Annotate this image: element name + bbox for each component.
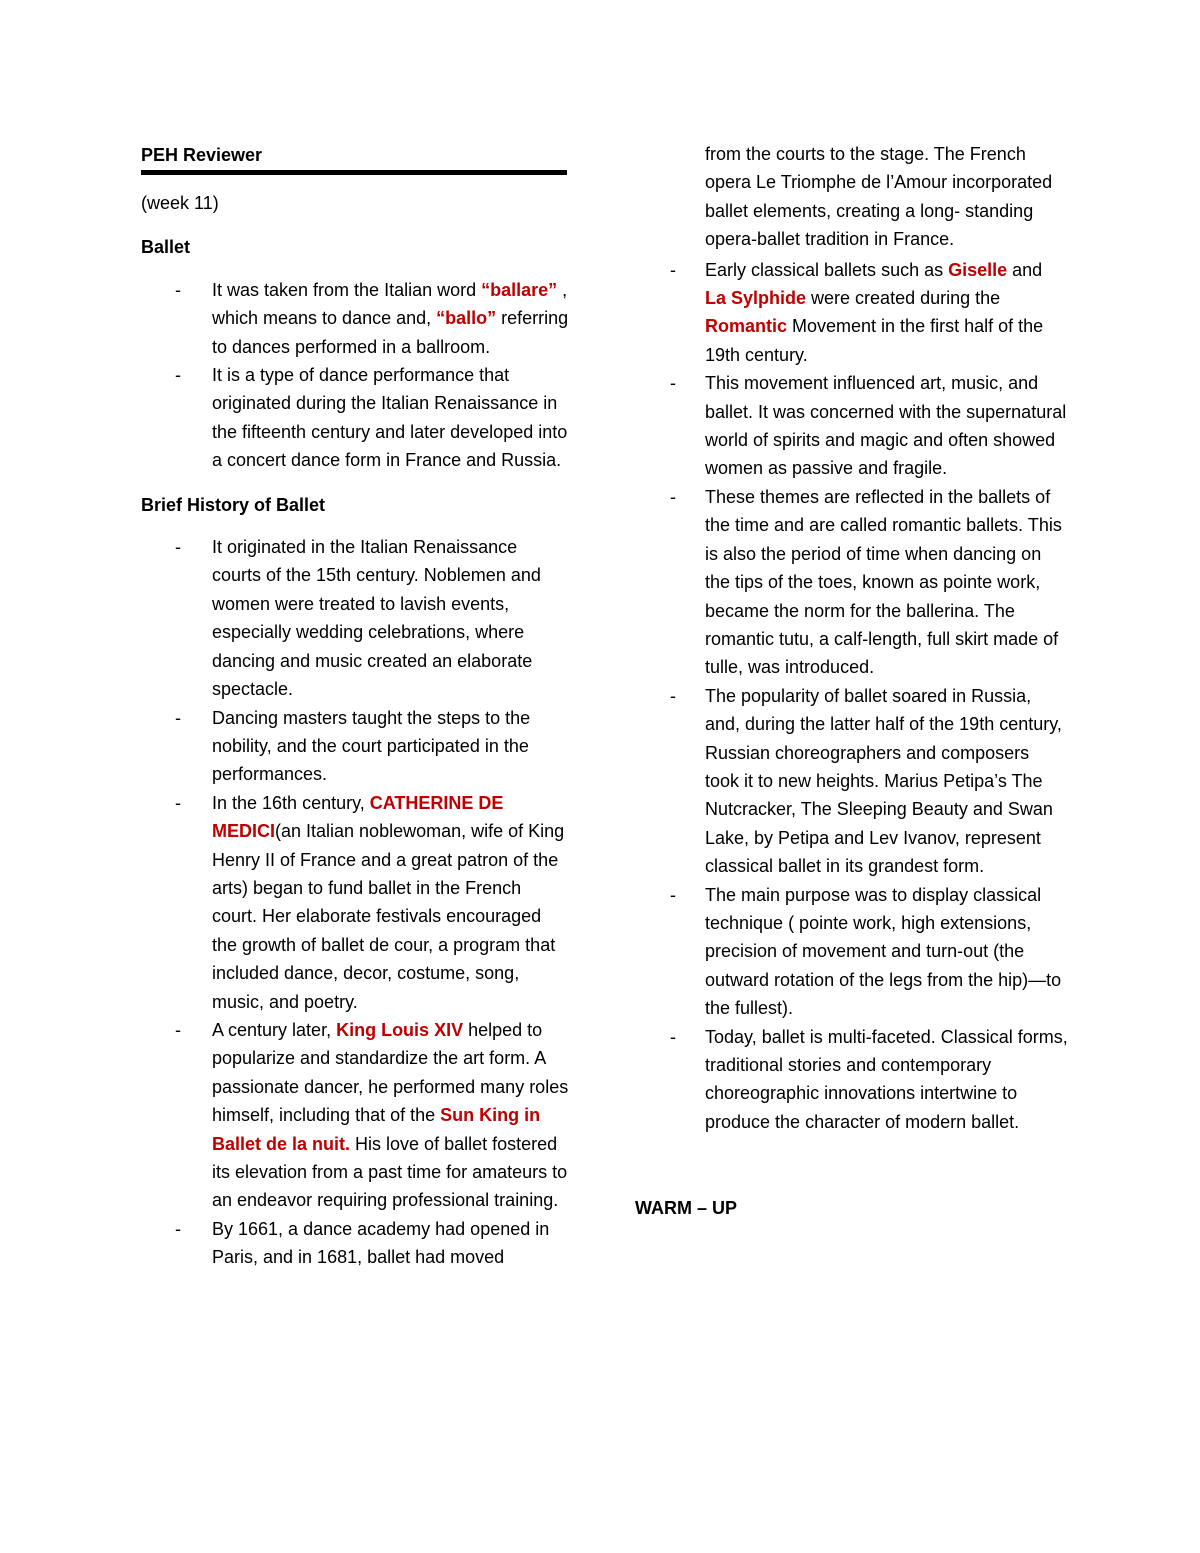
history-item-5-text: By 1661, a dance academy had opened in Paris, and in 1681, ballet had moved — [212, 1218, 550, 1268]
term-king-louis-xiv: King Louis XIV — [336, 1019, 464, 1040]
list-item — [668, 483, 1068, 682]
history-list-left — [141, 533, 569, 1272]
history-item-6-text-3: were created during the — [806, 288, 1001, 309]
term-catherine-de-medici: CATHERINE DE MEDICI — [212, 792, 504, 842]
term-romantic: Romantic — [705, 316, 788, 337]
history-item-3-text-2: (an Italian noblewoman, wife of King Henry II of France and a great patron of the arts) began to fund ballet in the French court. Her elaborate festivals encouraged the growth of ballet de cour, a program that included dance, decor, costume, song, music, and poetry. — [212, 821, 565, 1012]
list-item — [141, 361, 569, 475]
history-item-4-text-2: helped to popularize and standardize the art form. A passionate dancer, he performed many roles himself, including that of the — [212, 1019, 569, 1126]
term-ballo: “ballo” — [436, 308, 497, 329]
heading-ballet: Ballet — [141, 237, 191, 258]
title-rule — [141, 170, 567, 175]
dash-bullet: - — [175, 365, 181, 386]
dash-bullet: - — [175, 1019, 181, 1040]
term-sun-king: Sun King in Ballet de la nuit. — [212, 1105, 541, 1154]
list-item — [141, 533, 569, 703]
history-item-6-text-2: and — [1007, 259, 1043, 280]
history-item-4-text: A century later, — [212, 1019, 337, 1040]
list-item — [668, 369, 1068, 483]
list-item — [141, 1016, 569, 1215]
list-item — [141, 1215, 569, 1272]
term-la-sylphide: La Sylphide — [705, 288, 807, 309]
list-item — [141, 276, 569, 361]
dash-bullet: - — [670, 1026, 676, 1047]
dash-bullet: - — [175, 1218, 181, 1239]
list-item — [141, 704, 569, 789]
page-title: PEH Reviewer — [141, 145, 263, 165]
history-item-4-text-3: His love of ballet fostered its elevation from a past time for amateurs to an endeavor requiring professional training. — [212, 1133, 568, 1211]
left-column — [141, 140, 569, 1288]
history-list-right — [668, 256, 1068, 1137]
heading-warm-up: WARM – UP — [635, 1198, 738, 1219]
ballet-item-1-text-2: , which means to dance and, — [212, 279, 568, 329]
history-item-6-text-4: Movement in the first half of the 19th century. — [705, 316, 1044, 365]
history-item-3-text: In the 16th century, — [212, 792, 370, 813]
term-ballare: “ballare” — [481, 279, 558, 300]
history-item-6-text: Early classical ballets such as — [705, 259, 949, 280]
dash-bullet: - — [175, 537, 181, 558]
history-item-10-text: The main purpose was to display classical technique ( pointe work, high extensions, precision of movement and turn-out (the outward rotation of the legs from the hip)—to the fullest). — [705, 884, 1062, 1019]
ballet-list — [141, 276, 569, 475]
dash-bullet: - — [670, 685, 676, 706]
history-item-11-text: Today, ballet is multi-faceted. Classical forms, traditional stories and contemporary choreographic innovations intertwine to produce the character of modern ballet. — [705, 1026, 1068, 1132]
history-item-9-text: The popularity of ballet soared in Russia, and, during the latter half of the 19th century, Russian choreographers and composers took it to new heights. Marius Petipa’s The Nutcracker, The Sleeping Beauty and Swan Lake, by Petipa and Lev Ivanov, represent classical ballet in its grandest form. — [705, 685, 1062, 877]
dash-bullet: - — [670, 486, 676, 507]
ballet-item-1-text: It was taken from the Italian word — [212, 279, 482, 300]
history-item-7-text: This movement influenced art, music, and ballet. It was concerned with the supernatural world of spirits and magic and often showed women as passive and fragile. — [705, 373, 1067, 479]
right-column — [635, 140, 1068, 1237]
list-item — [668, 256, 1068, 370]
history-item-5-continued: from the courts to the stage. The French opera Le Triomphe de l’Amour incorporated ballet elements, creating a long- standing opera-ballet tradition in France. — [705, 144, 1053, 250]
dash-bullet: - — [175, 707, 181, 728]
history-item-1-text: It originated in the Italian Renaissance courts of the 15th century. Noblemen and women were treated to lavish events, especially wedding celebrations, where dancing and music created an elaborate spectacle. — [212, 537, 541, 700]
dash-bullet: - — [670, 884, 676, 905]
list-item — [668, 881, 1068, 1023]
history-item-8-text: These themes are reflected in the ballets of the time and are called romantic ballets. This is also the period of time when dancing on the tips of the toes, known as pointe work, became the norm for the ballerina. The romantic tutu, a calf-length, full skirt made of tulle, was introduced. — [705, 486, 1062, 678]
dash-bullet: - — [670, 373, 676, 394]
ballet-item-1-text-3: referring to dances performed in a ballroom. — [212, 308, 569, 357]
list-item — [668, 1023, 1068, 1137]
list-item — [141, 789, 569, 1016]
dash-bullet: - — [175, 279, 181, 300]
week-label: (week 11) — [141, 193, 219, 213]
dash-bullet: - — [670, 259, 676, 280]
ballet-item-2-text: It is a type of dance performance that originated during the Italian Renaissance in the fifteenth century and later developed into a concert dance form in France and Russia. — [212, 365, 568, 471]
term-giselle: Giselle — [948, 259, 1008, 280]
heading-brief-history: Brief History of Ballet — [141, 494, 326, 515]
dash-bullet: - — [175, 792, 181, 813]
history-item-2-text: Dancing masters taught the steps to the nobility, and the court participated in the performances. — [212, 707, 531, 785]
list-item — [668, 682, 1068, 881]
